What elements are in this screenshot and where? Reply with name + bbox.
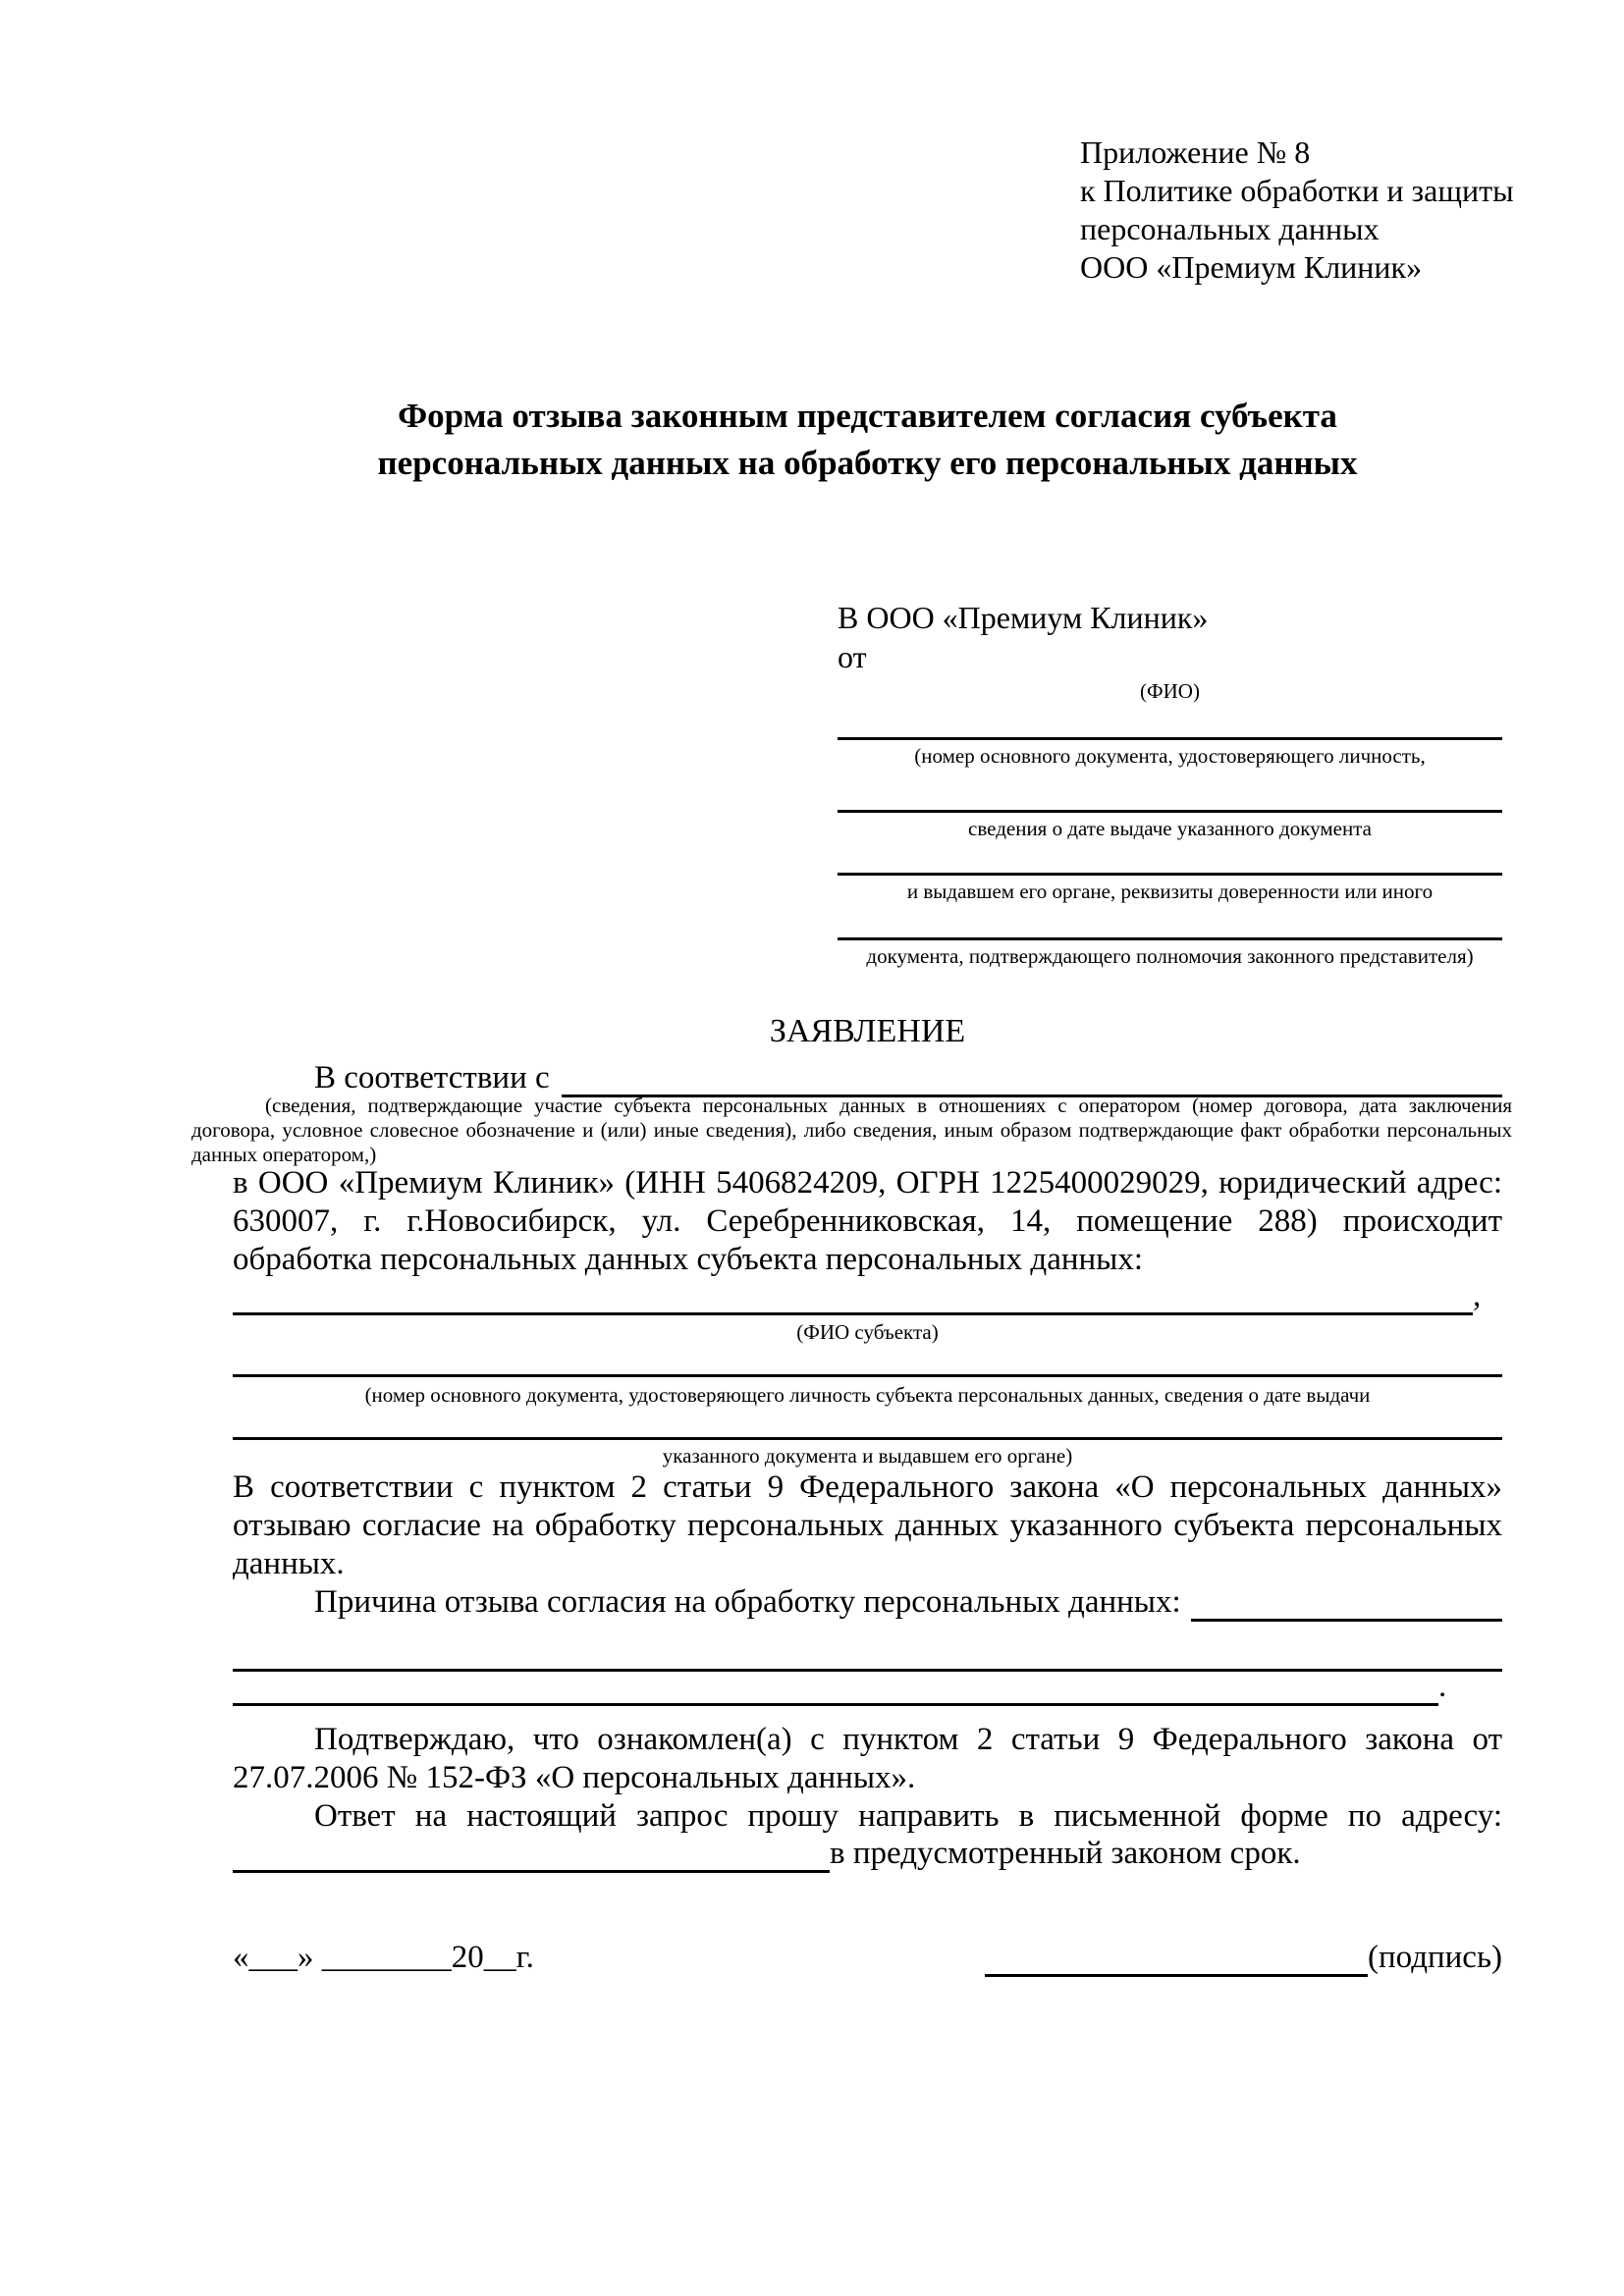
id-doc-blank-line-1 (838, 716, 1502, 740)
withdrawal-paragraph: В соответствии с пунктом 2 статьи 9 Федерального закона «О персональных данных» отзываю согласие на обработку персональных данных указанного субъекта персональных данных. (233, 1469, 1502, 1581)
subject-fio-row (233, 1276, 1502, 1315)
appendix-block (1080, 133, 1514, 287)
id-doc-blank-line-4 (838, 916, 1502, 940)
reply-address-row (233, 1834, 1502, 1873)
reason-blank-line-2 (233, 1637, 1502, 1672)
reply-address-blank-line (233, 1870, 830, 1873)
fine-print-note: (сведения, подтверждающие участие субъекта персональных данных в отношениях с оператором (номер договора, дата заключения договора, условное словесное обозначение и (или) иные сведения), либо сведения, иным образом подтверждающие факт обработки персональных данных оператором,) (191, 1094, 1512, 1166)
reason-blank-line (1191, 1619, 1502, 1622)
form-title-line-2: персональных данных на обработку его персональных данных (377, 444, 1358, 482)
reason-row (233, 1580, 1502, 1622)
confirmation-paragraph: Подтверждаю, что ознакомлен(а) с пунктом 2 статьи 9 Федерального закона от 27.07.2006 № 152-ФЗ «О персональных данных». (233, 1722, 1502, 1795)
subject-fio-caption: (ФИО субъекта) (796, 1320, 939, 1344)
date-blank: «___» ________20__г. (233, 1940, 534, 1975)
period-suffix: . (1438, 1669, 1447, 1704)
form-title (233, 393, 1502, 487)
signature-caption: (подпись) (1368, 1940, 1502, 1975)
reply-suffix: в предусмотренный законом срок. (830, 1836, 1301, 1871)
appendix-line: ООО «Премиум Клиник» (1080, 249, 1423, 285)
reason-label: Причина отзыва согласия на обработку персональных данных: (314, 1584, 1181, 1620)
subject-doc-blank-line-2 (233, 1406, 1502, 1440)
id-doc-blank-line-3 (838, 851, 1502, 876)
reason-blank-row-3 (233, 1669, 1502, 1706)
according-row (314, 1056, 1502, 1097)
addressee-from-label: от (838, 639, 867, 674)
appendix-line: Приложение № 8 (1080, 134, 1311, 170)
reason-blank-line-3 (233, 1703, 1438, 1706)
id-doc-caption-4: документа, подтверждающего полномочия законного представителя) (866, 944, 1474, 968)
comma-suffix: , (1473, 1278, 1482, 1313)
addressee-from-row (838, 637, 1502, 676)
id-doc-caption-2: сведения о дате выдаче указанного документа (968, 817, 1372, 840)
fio-caption: (ФИО) (1140, 679, 1200, 703)
addressee-to: В ООО «Премиум Клиник» (838, 600, 1209, 635)
reply-request-line: Ответ на настоящий запрос прошу направить в письменной форме по адресу: (314, 1798, 1502, 1834)
signature-group (985, 1939, 1502, 1977)
subject-doc-caption-1: (номер основного документа, удостоверяющего личность субъекта персональных данных, сведения о дате выдачи (364, 1383, 1371, 1407)
signature-blank-line (985, 1974, 1368, 1977)
statement-heading: ЗАЯВЛЕНИЕ (769, 1013, 966, 1049)
subject-doc-blank-line-1 (233, 1343, 1502, 1377)
appendix-line: персональных данных (1080, 211, 1380, 246)
id-doc-blank-line-2 (838, 788, 1502, 813)
operator-paragraph: в ООО «Премиум Клиник» (ИНН 5406824209, ОГРН 1225400029029, юридический адрес: 630007, г. г.Новосибирск, ул. Серебренниковская, 14, помещение 288) происходит обработка персональных данных субъекта персональных данных: (233, 1165, 1502, 1277)
addressee-block (838, 599, 1502, 969)
according-label: В соответствии с (314, 1060, 550, 1095)
subject-fio-blank-line (233, 1312, 1473, 1315)
id-doc-caption-3: и выдавшем его органе, реквизиты доверенности или иного (906, 880, 1434, 903)
subject-doc-caption-2: указанного документа и выдавшем его органе) (662, 1444, 1073, 1468)
appendix-line: к Политике обработки и защиты (1080, 173, 1514, 208)
id-doc-caption-1: (номер основного документа, удостоверяющего личность, (914, 744, 1426, 768)
footer-row (233, 1936, 1502, 1977)
form-title-line-1: Форма отзыва законным представителем согласия субъекта (398, 397, 1337, 435)
